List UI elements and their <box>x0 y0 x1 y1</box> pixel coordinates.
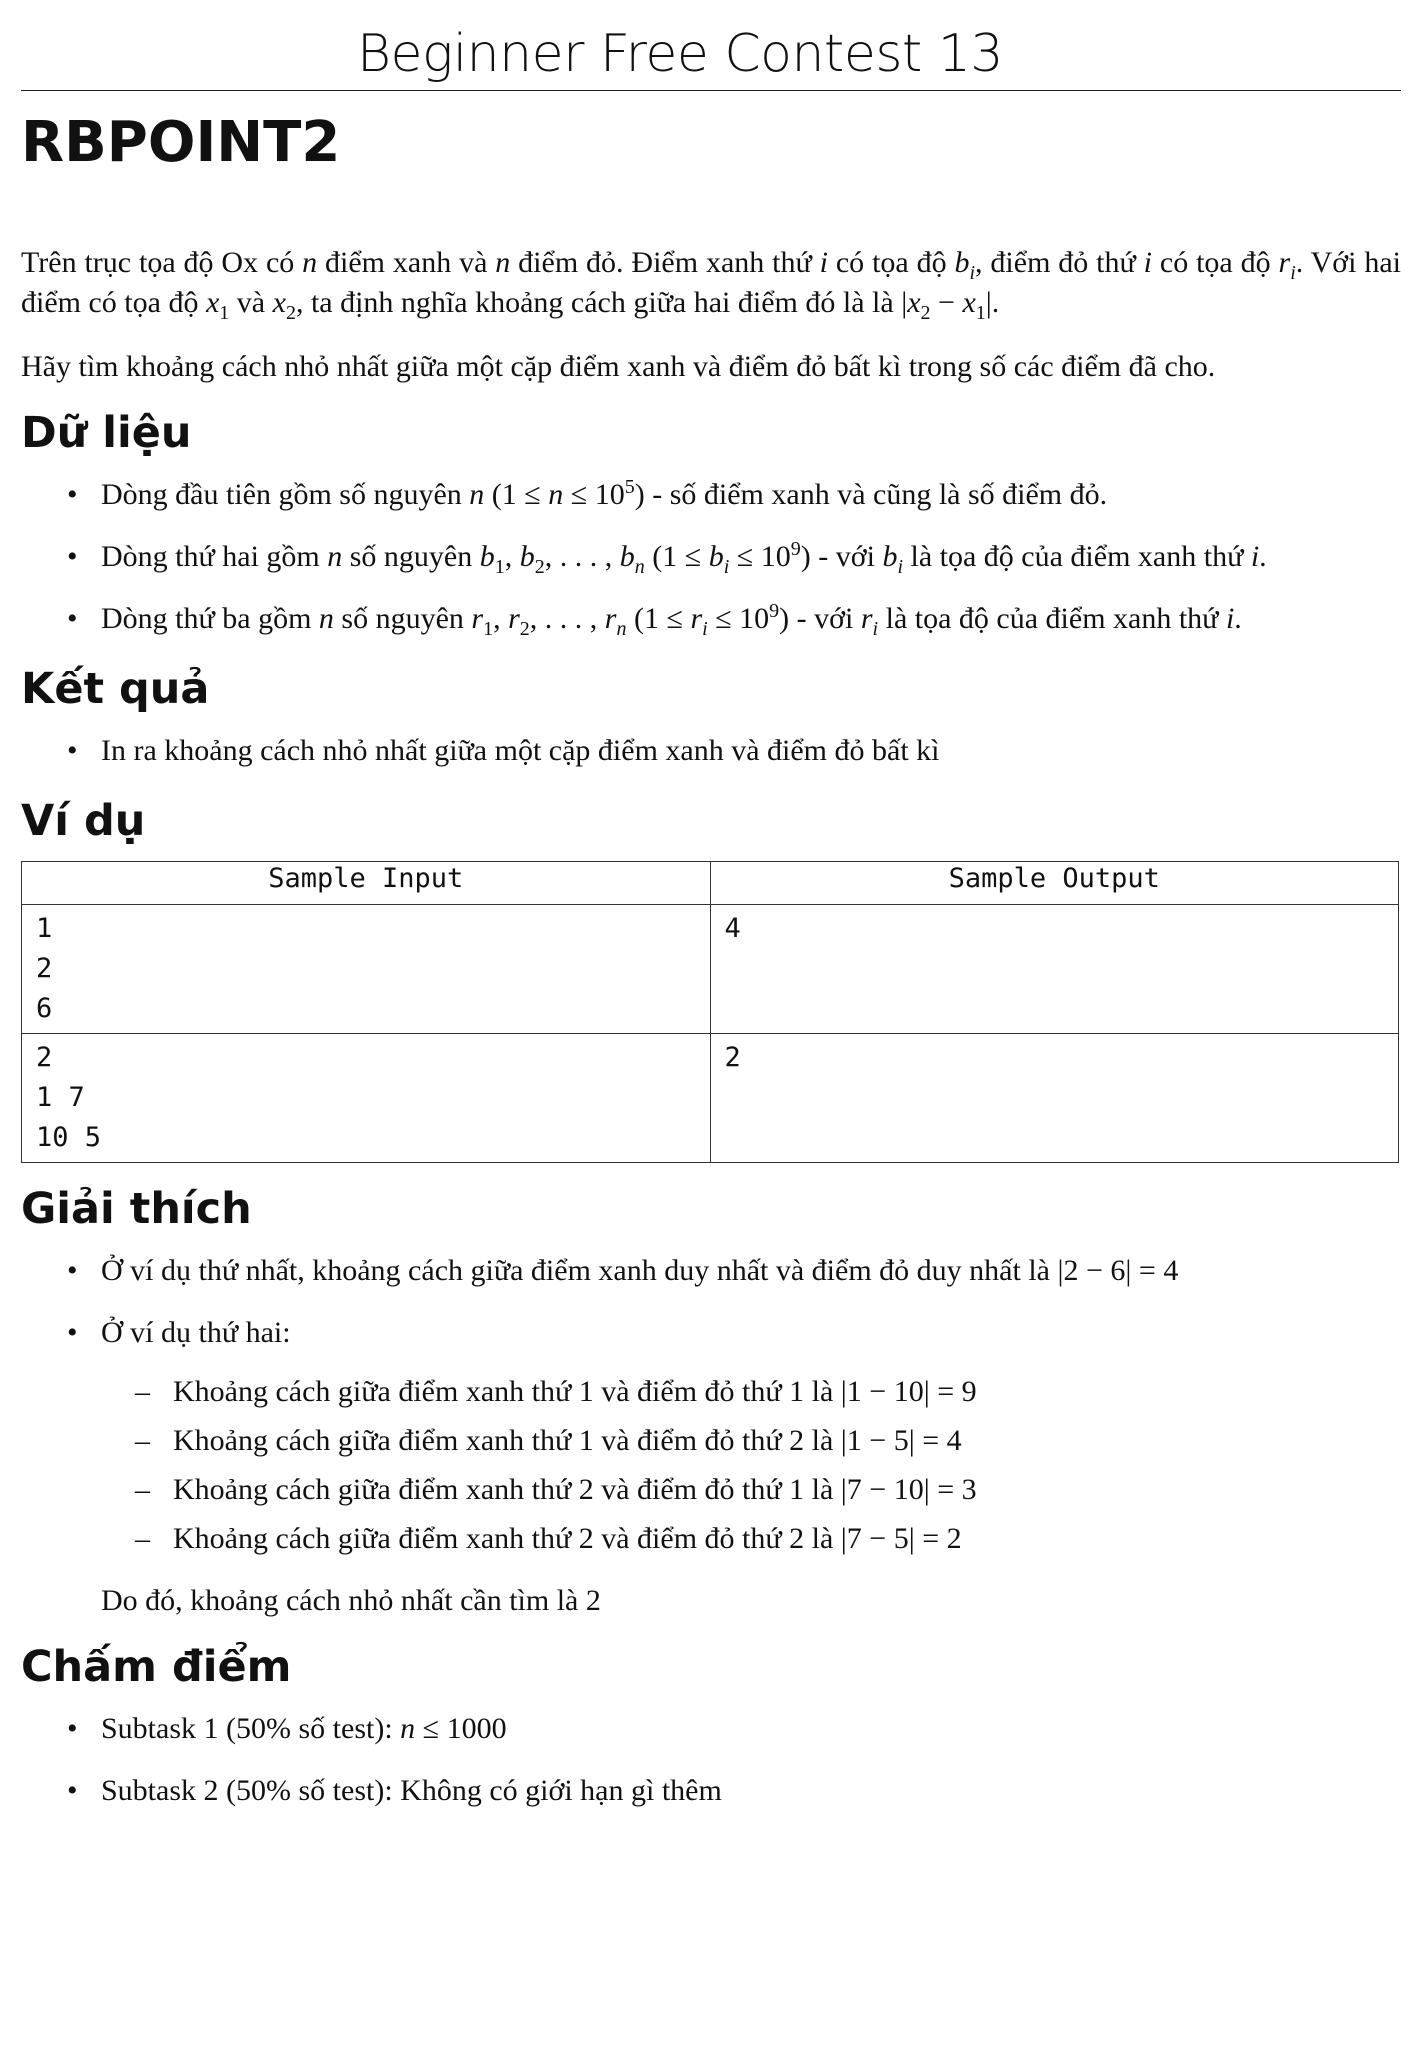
input-item-2: • Dòng thứ hai gồm n số nguyên $b_1$, $b_2$, . . . , $b_n$ $(1 \le b_i \le 10^9)$ - với $b_i$ là tọa độ của điểm xanh thứ i. <box>21 537 1401 577</box>
list-item: – Khoảng cách giữa điểm xanh thứ 1 và điểm đỏ thứ 1 là |1 − 10| = 9 <box>21 1367 1401 1416</box>
sample-output-cell: 2 <box>710 1034 1399 1163</box>
examples-heading: Ví dụ <box>21 796 146 846</box>
problem-title: RBPOINT2 <box>21 110 341 175</box>
input-item-1: • Dòng đầu tiên gồm số nguyên n $(1 \le n \le 10^5)$ - số điểm xanh và cũng là số điểm đỏ. <box>21 475 1401 515</box>
sample-input-cell: 2 1 7 10 5 <box>22 1034 711 1163</box>
table-row <box>22 1034 1399 1163</box>
scoring-heading: Chấm điểm <box>21 1642 292 1692</box>
sample-table <box>21 861 1399 1163</box>
sample-input-cell: 1 2 6 <box>22 905 711 1034</box>
output-list <box>21 731 1401 771</box>
sample-output-header: Sample Output <box>710 862 1399 905</box>
title-divider <box>21 90 1401 91</box>
sample-input-header: Sample Input <box>22 862 711 905</box>
input-heading: Dữ liệu <box>21 408 192 458</box>
explanation-conclusion: Do đó, khoảng cách nhỏ nhất cần tìm là 2 <box>101 1584 601 1617</box>
explanation-list <box>21 1251 1401 1353</box>
scoring-list <box>21 1709 1401 1811</box>
sample-output-cell: 4 <box>710 905 1399 1034</box>
output-item-1: • In ra khoảng cách nhỏ nhất giữa một cặp điểm xanh và điểm đỏ bất kì <box>21 731 1401 771</box>
scoring-item-2: • Subtask 2 (50% số test): Không có giới hạn gì thêm <box>21 1771 1401 1811</box>
list-item: – Khoảng cách giữa điểm xanh thứ 1 và điểm đỏ thứ 2 là |1 − 5| = 4 <box>21 1416 1401 1465</box>
sample-table-header <box>22 862 1399 905</box>
statement-paragraph-1: Trên trục tọa độ Ox có n điểm xanh và n điểm đỏ. Điểm xanh thứ i có tọa độ $b_i$, điểm đỏ thứ i có tọa độ $r_i$. Với hai điểm có tọa độ $x_1$ và $x_2$, ta định nghĩa khoảng cách giữa hai điểm đó là là $|x_2 - x_1|$. <box>21 246 1401 324</box>
input-list <box>21 475 1401 639</box>
list-item: – Khoảng cách giữa điểm xanh thứ 2 và điểm đỏ thứ 2 là |7 − 5| = 2 <box>21 1514 1401 1563</box>
table-row <box>22 905 1399 1034</box>
explanation-item-1: • Ở ví dụ thứ nhất, khoảng cách giữa điểm xanh duy nhất và điểm đỏ duy nhất là |2 − 6| = 4 <box>21 1251 1401 1291</box>
problem-page <box>21 0 1401 1833</box>
input-item-3: • Dòng thứ ba gồm n số nguyên $r_1$, $r_2$, . . . , $r_n$ $(1 \le r_i \le 10^9)$ - với $r_i$ là tọa độ của điểm xanh thứ i. <box>21 599 1401 639</box>
list-item: – Khoảng cách giữa điểm xanh thứ 2 và điểm đỏ thứ 1 là |7 − 10| = 3 <box>21 1465 1401 1514</box>
contest-title: Beginner Free Contest 13 <box>356 24 1003 84</box>
statement-paragraph-2: Hãy tìm khoảng cách nhỏ nhất giữa một cặp điểm xanh và điểm đỏ bất kì trong số các điểm đã cho. <box>21 350 1216 383</box>
output-heading: Kết quả <box>21 664 210 714</box>
explanation-heading: Giải thích <box>21 1184 252 1234</box>
scoring-item-1: • Subtask 1 (50% số test): n ≤ 1000 <box>21 1709 1401 1749</box>
explanation-item-2: • Ở ví dụ thứ hai: <box>21 1313 1401 1353</box>
explanation-sublist <box>21 1367 1401 1563</box>
